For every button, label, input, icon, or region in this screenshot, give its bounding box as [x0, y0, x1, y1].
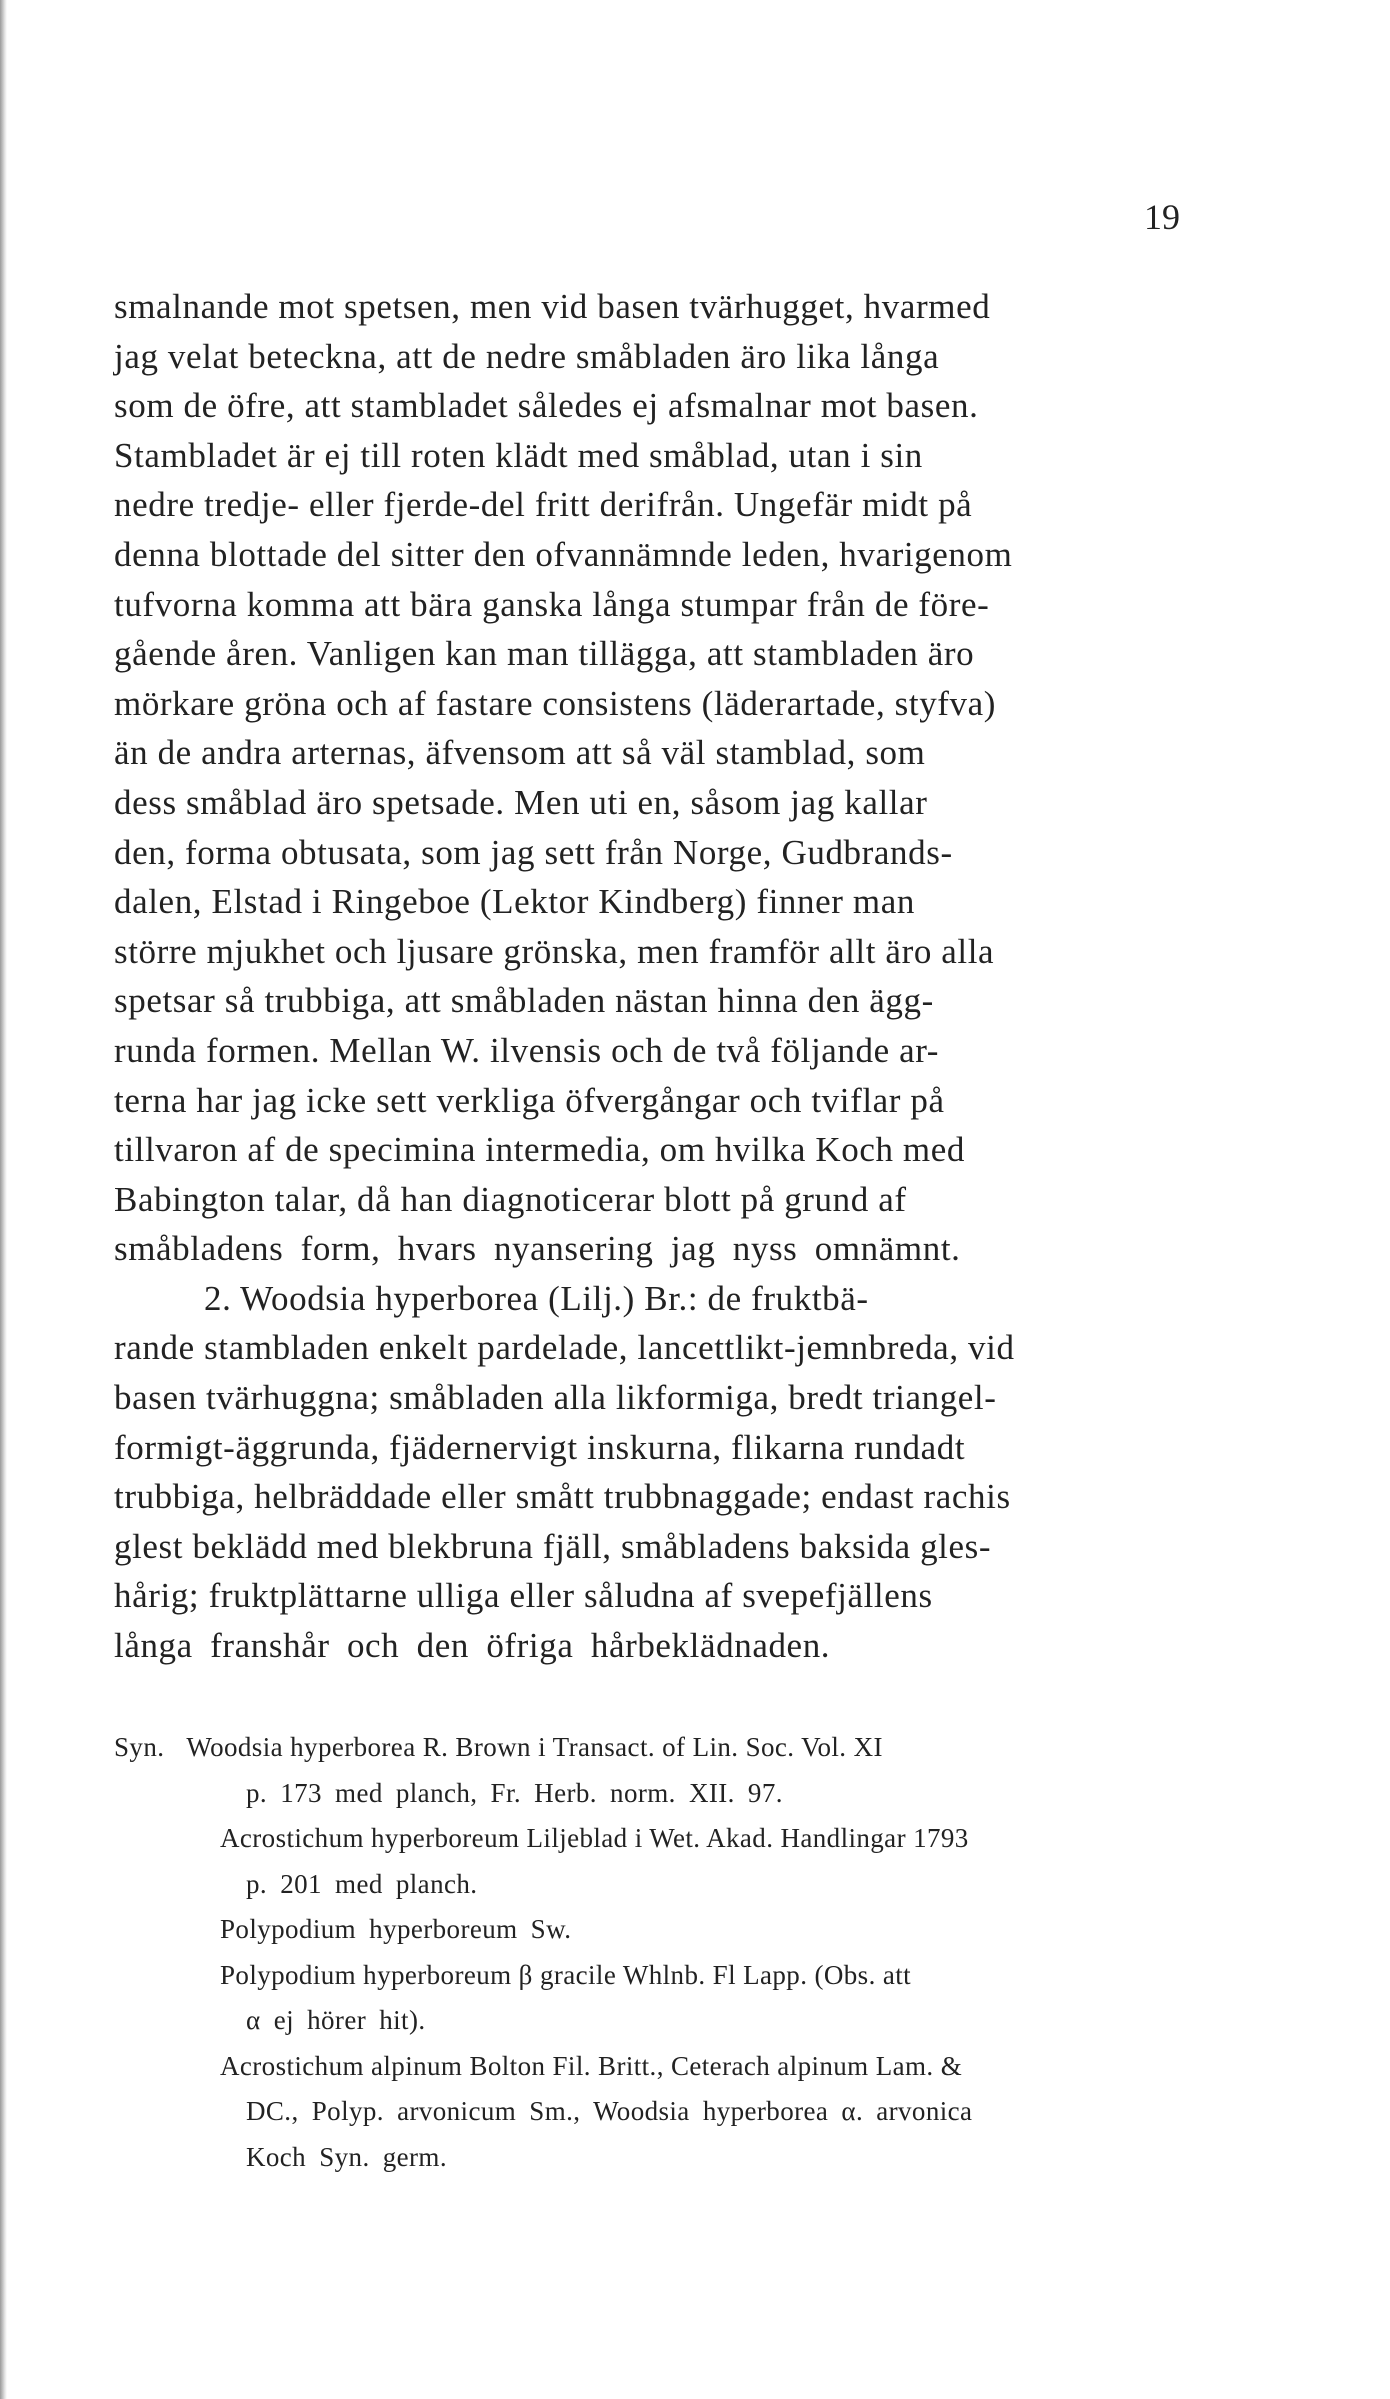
species-heading-line: 2. Woodsia hyperborea (Lilj.) Br.: de fruktbä- [204, 1278, 869, 1318]
text-line: rande stambladen enkelt pardelade, lancettlikt-jemnbreda, vid [114, 1328, 1015, 1368]
synonym-text: Woodsia hyperborea R. Brown i Transact. of Lin. Soc. Vol. XI [186, 1732, 883, 1762]
text-line: glest beklädd med blekbruna fjäll, småbladens baksida gles- [114, 1526, 992, 1566]
text-line: spetsar så trubbiga, att småbladen nästan hinna den ägg- [114, 981, 934, 1021]
text-line: småbladens form, hvars nyansering jag nyss omnämnt. [114, 1229, 961, 1269]
synonyms-block [114, 1725, 1204, 2180]
text-line: dalen, Elstad i Ringeboe (Lektor Kindberg) finner man [114, 882, 915, 922]
text-line: mörkare gröna och af fastare consistens (läderartade, styfva) [114, 683, 997, 723]
page-edge-shadow [0, 0, 7, 2399]
text-line: smalnande mot spetsen, men vid basen tvärhugget, hvarmed [114, 287, 991, 326]
text-line: större mjukhet och ljusare grönska, men framför allt äro alla [114, 931, 995, 971]
synonym-line [114, 1725, 1204, 1771]
synonym-line: p. 173 med planch, Fr. Herb. norm. XII. 97. [246, 1777, 783, 1808]
text-line: Babington talar, då han diagnoticerar blott på grund af [114, 1179, 907, 1219]
synonym-line: Polypodium hyperboreum β gracile Whlnb. Fl Lapp. (Obs. att [220, 1959, 912, 1990]
text-line: som de öfre, att stambladet således ej afsmalnar mot basen. [114, 386, 979, 426]
text-line: basen tvärhuggna; småbladen alla likformiga, bredt triangel- [114, 1378, 997, 1418]
page-number: 19 [1144, 197, 1180, 237]
synonym-line: p. 201 med planch. [246, 1868, 478, 1899]
text-line: nedre tredje- eller fjerde-del fritt derifrån. Ungefär midt på [114, 485, 973, 525]
synonym-line: Koch Syn. germ. [246, 2141, 447, 2172]
text-line: formigt-äggrunda, fjädernervigt inskurna, flikarna rundadt [114, 1427, 966, 1467]
synonym-line: α ej hörer hit). [246, 2005, 426, 2035]
text-line: dess småblad äro spetsade. Men uti en, såsom jag kallar [114, 782, 928, 822]
synonym-line: Acrostichum hyperboreum Liljeblad i Wet. Akad. Handlingar 1793 [220, 1823, 969, 1853]
text-line: tufvorna komma att bära ganska långa stumpar från de före- [114, 584, 990, 624]
text-line: denna blottade del sitter den ofvannämnde leden, hvarigenom [114, 534, 1013, 574]
text-line: trubbiga, helbräddade eller smått trubbnaggade; endast rachis [114, 1477, 1011, 1517]
synonyms-label: Syn. [114, 1732, 165, 1762]
text-line: terna har jag icke sett verkliga öfvergångar och tviflar på [114, 1080, 945, 1120]
text-line: hårig; fruktplättarne ulliga eller såludna af svepefjällens [114, 1576, 933, 1616]
synonym-line: Polypodium hyperboreum Sw. [220, 1914, 572, 1944]
text-line: än de andra arternas, äfvensom att så väl stamblad, som [114, 733, 926, 773]
text-line: långa franshår och den öfriga hårbeklädnaden. [114, 1626, 831, 1666]
synonym-line: Acrostichum alpinum Bolton Fil. Britt., Ceterach alpinum Lam. & [220, 2050, 963, 2081]
body-text [114, 282, 1204, 1671]
text-line: tillvaron af de specimina intermedia, om hvilka Koch med [114, 1130, 965, 1170]
text-line: Stambladet är ej till roten klädt med småblad, utan i sin [114, 435, 923, 475]
text-line: jag velat beteckna, att de nedre småbladen äro lika långa [114, 336, 940, 376]
text-line: gående åren. Vanligen kan man tillägga, att stambladen äro [114, 634, 975, 674]
synonym-line: DC., Polyp. arvonicum Sm., Woodsia hyperborea α. arvonica [246, 2096, 973, 2126]
text-line: runda formen. Mellan W. ilvensis och de två följande ar- [114, 1030, 940, 1070]
text-line: den, forma obtusata, som jag sett från Norge, Gudbrands- [114, 832, 953, 872]
